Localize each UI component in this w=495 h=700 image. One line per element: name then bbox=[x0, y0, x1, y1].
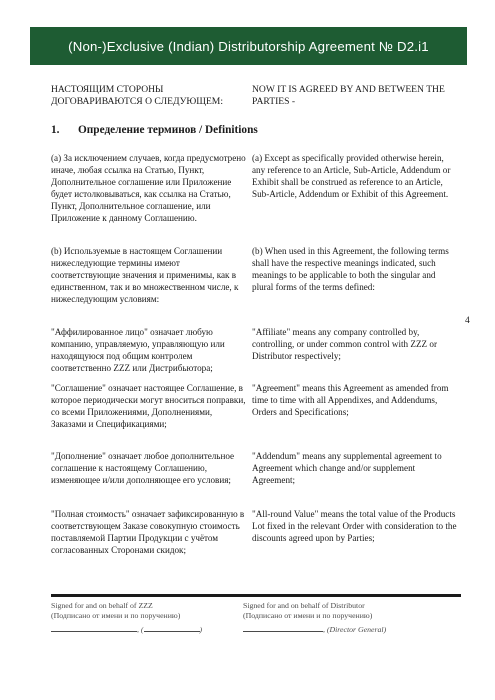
clause-a-english: (a) Except as specifically provided otherwise herein, any reference to an Article, Sub-Article, Addendum or Exhibit shall be construed as reference to an Article, Sub-Article, Addendum or Exhibit of this Agreement. bbox=[252, 153, 451, 199]
signature-zzz-paren-close: ) bbox=[199, 625, 203, 634]
signature-zzz-paren-open: ( bbox=[140, 625, 144, 634]
signature-distributor-label-russian: (Подписано от имени и по поручению) bbox=[243, 610, 373, 620]
signature-line-zzz bbox=[51, 623, 202, 634]
section-title-text: Определение терминов / Definitions bbox=[78, 124, 258, 136]
signature-zzz-comma: , bbox=[137, 625, 139, 634]
signature-distributor-title: (Director General) bbox=[326, 625, 387, 634]
clause-a-russian: (а) За исключением случаев, когда предусмотрено иначе, любая ссылка на Статью, Пункт, Дополнительное соглашение или Приложение будет истолковываться, как ссылка на Статью, Пункт, Дополнительное соглашение, или Приложение к данному Соглашению. bbox=[51, 153, 246, 223]
definition-all-round-value-english: "All-round Value" means the total value of the Products Lot fixed in the relevant Order with consideration to the discounts agreed upon by Parties; bbox=[252, 509, 457, 543]
page-number: 4 bbox=[465, 316, 470, 326]
intro-english: NOW IT IS AGREED BY AND BETWEEN THE PARTIES - bbox=[252, 84, 445, 107]
signature-block-distributor bbox=[243, 601, 453, 620]
signature-zzz-label: Signed for and on behalf of ZZZ bbox=[51, 601, 153, 610]
clause-b-russian: (b) Используемые в настоящем Соглашении нижеследующие термины имеют соответствующие значения и применимы, как в единственном, так и во множественном числе, к нижеследующим условиям: bbox=[51, 246, 239, 304]
definition-all-round-value-russian: "Полная стоимость" означает зафиксированную в соответствующем Заказе совокупную стоимость поставляемой Партии Продукции с учётом согласованных Сторонами скидок; bbox=[51, 509, 245, 555]
definition-addendum-russian: "Дополнение" означает любое дополнительное соглашение к настоящему Соглашению, изменяющее и/или дополняющее его условия; bbox=[51, 451, 235, 485]
section-heading bbox=[51, 124, 258, 136]
definition-addendum-english: "Addendum" means any supplemental agreement to Agreement which change and/or supplement Agreement; bbox=[252, 451, 442, 485]
definition-agreement-english: "Agreement" means this Agreement as amended from time to time with all Appendixes, and Addendums, Orders and Specifications; bbox=[252, 383, 449, 417]
definition-affiliate-english: "Affiliate" means any company controlled by, controlling, or under common control with ZZZ or Distributor respectively; bbox=[252, 327, 437, 361]
signature-line-distributor bbox=[243, 623, 386, 634]
footer-divider bbox=[51, 594, 461, 597]
document-header-band bbox=[30, 27, 467, 65]
signature-blank-zzz-name bbox=[144, 623, 200, 632]
clause-b-english: (b) When used in this Agreement, the following terms shall have the respective meanings indicated, such meanings to be applicable to both the singular and plural forms of the terms defined: bbox=[252, 246, 449, 292]
intro-russian: НАСТОЯЩИМ СТОРОНЫ ДОГОВАРИВАЮТСЯ О СЛЕДУЮЩЕМ: bbox=[51, 84, 223, 107]
signature-blank-zzz bbox=[51, 623, 137, 632]
signature-blank-distributor bbox=[243, 623, 323, 632]
signature-zzz-label-russian: (Подписано от имени и по поручению) bbox=[51, 610, 181, 620]
signature-distributor-comma: , bbox=[323, 625, 325, 634]
section-number: 1. bbox=[51, 124, 60, 136]
signature-distributor-label: Signed for and on behalf of Distributor bbox=[243, 601, 365, 610]
definition-agreement-russian: "Соглашение" означает настоящее Соглашение, в которое периодически могут вноситься поправки, со всеми Приложениями, Дополнениями, Заказами и Спецификациями; bbox=[51, 383, 246, 429]
document-title: (Non-)Exclusive (Indian) Distributorship Agreement № D2.i1 bbox=[68, 38, 429, 54]
signature-block-zzz bbox=[51, 601, 236, 620]
definition-affiliate-russian: "Аффилированное лицо" означает любую компанию, управляемую, управляющую или находящуюся под общим контролем соответственно ZZZ или Дистрибьютора; bbox=[51, 327, 225, 373]
